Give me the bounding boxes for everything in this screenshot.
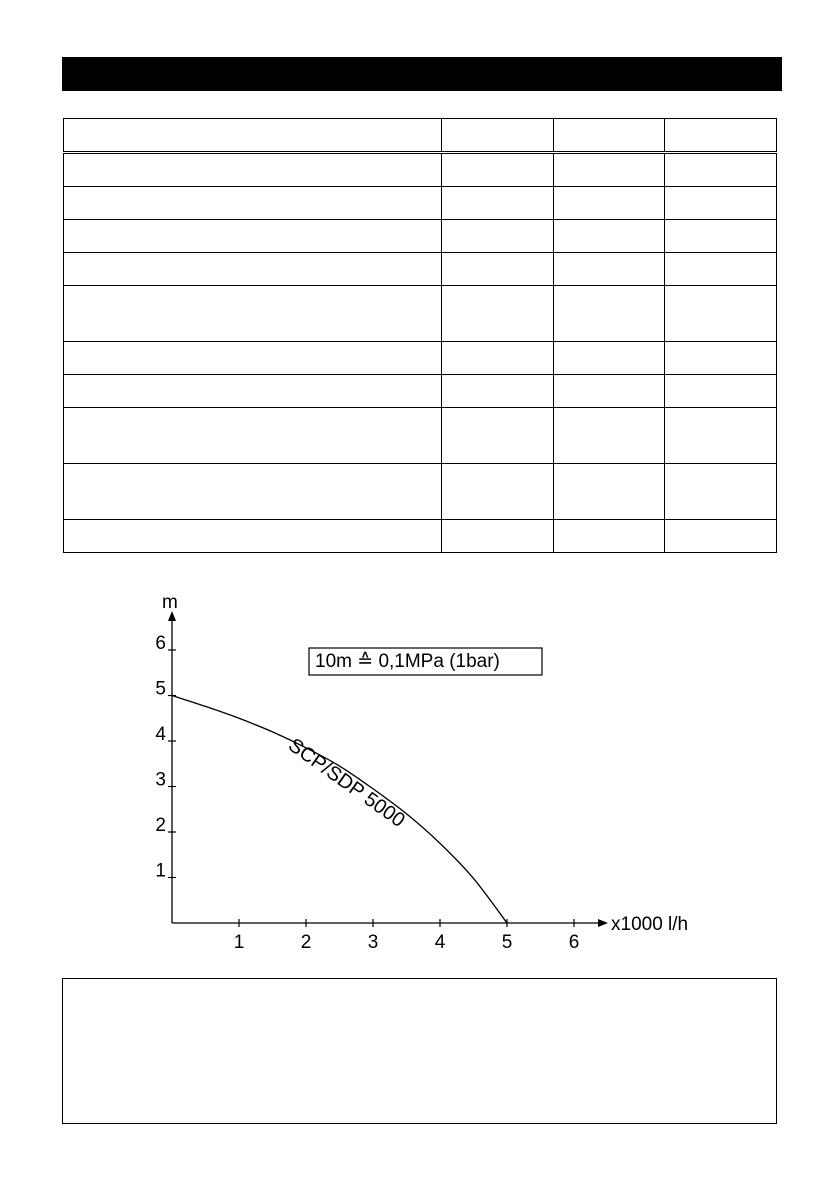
table-cell <box>442 464 554 520</box>
table-cell <box>64 253 442 286</box>
table-cell <box>665 220 777 253</box>
x-tick-label: 1 <box>233 932 245 953</box>
table-cell <box>554 375 665 408</box>
table-cell <box>554 187 665 220</box>
table-cell <box>64 187 442 220</box>
table-cell <box>665 408 777 464</box>
y-tick-label: 1 <box>155 860 166 882</box>
table-cell <box>554 253 665 286</box>
table-cell <box>64 464 442 520</box>
x-axis-label: x1000 l/h <box>611 914 689 935</box>
table-cell <box>554 520 665 553</box>
table-row <box>64 520 777 553</box>
series-label: SCP/SDP 5000 <box>284 734 409 832</box>
x-axis-arrow <box>598 919 608 927</box>
table-cell <box>442 408 554 464</box>
table-cell <box>64 119 442 153</box>
y-tick-label: 5 <box>155 678 166 700</box>
x-tick-label: 5 <box>501 932 513 953</box>
table-cell <box>442 520 554 553</box>
table-cell <box>665 342 777 375</box>
x-tick-label: 4 <box>434 932 446 953</box>
table-cell <box>442 153 554 187</box>
table-cell <box>554 119 665 153</box>
x-tick-label: 2 <box>300 932 312 953</box>
table-cell <box>665 286 777 342</box>
table-cell <box>442 187 554 220</box>
table-cell <box>64 520 442 553</box>
table-cell <box>665 119 777 153</box>
table-cell <box>442 286 554 342</box>
table-cell <box>665 464 777 520</box>
table-cell <box>665 253 777 286</box>
table-cell <box>64 342 442 375</box>
table-cell <box>665 520 777 553</box>
header-bar <box>62 57 782 91</box>
table-cell <box>442 375 554 408</box>
table-cell <box>64 220 442 253</box>
series-line <box>172 696 507 924</box>
table-cell <box>64 408 442 464</box>
table-cell <box>64 153 442 187</box>
specification-table <box>63 118 777 553</box>
table-row <box>64 153 777 187</box>
table-row <box>64 375 777 408</box>
table-cell <box>442 253 554 286</box>
table-cell <box>554 464 665 520</box>
x-tick-label: 6 <box>568 932 580 953</box>
table-row <box>64 220 777 253</box>
table-cell <box>64 375 442 408</box>
table-cell <box>554 220 665 253</box>
table-cell <box>554 408 665 464</box>
table-cell <box>442 119 554 153</box>
table-cell <box>554 153 665 187</box>
note-box <box>62 978 777 1124</box>
table-row <box>64 464 777 520</box>
table-cell <box>442 342 554 375</box>
table-row <box>64 342 777 375</box>
table-cell <box>64 286 442 342</box>
table-row <box>64 253 777 286</box>
table-cell <box>554 286 665 342</box>
y-tick-label: 6 <box>155 633 166 654</box>
chart-canvas <box>0 590 839 965</box>
x-tick-label: 3 <box>367 932 379 953</box>
table-cell <box>665 153 777 187</box>
table-row <box>64 286 777 342</box>
y-tick-label: 3 <box>155 769 166 791</box>
table-cell <box>665 187 777 220</box>
y-tick-label: 4 <box>155 724 166 745</box>
chart-series <box>172 696 507 924</box>
y-axis-label: m <box>162 592 178 613</box>
table-cell <box>442 220 554 253</box>
table-row <box>64 187 777 220</box>
table-row <box>64 408 777 464</box>
pump-performance-chart <box>0 590 839 965</box>
table-cell <box>665 375 777 408</box>
annotation-text: 10m ≙ 0,1MPa (1bar) <box>315 651 500 672</box>
y-tick-label: 2 <box>155 815 166 836</box>
table-header-row <box>64 119 777 153</box>
table-cell <box>554 342 665 375</box>
